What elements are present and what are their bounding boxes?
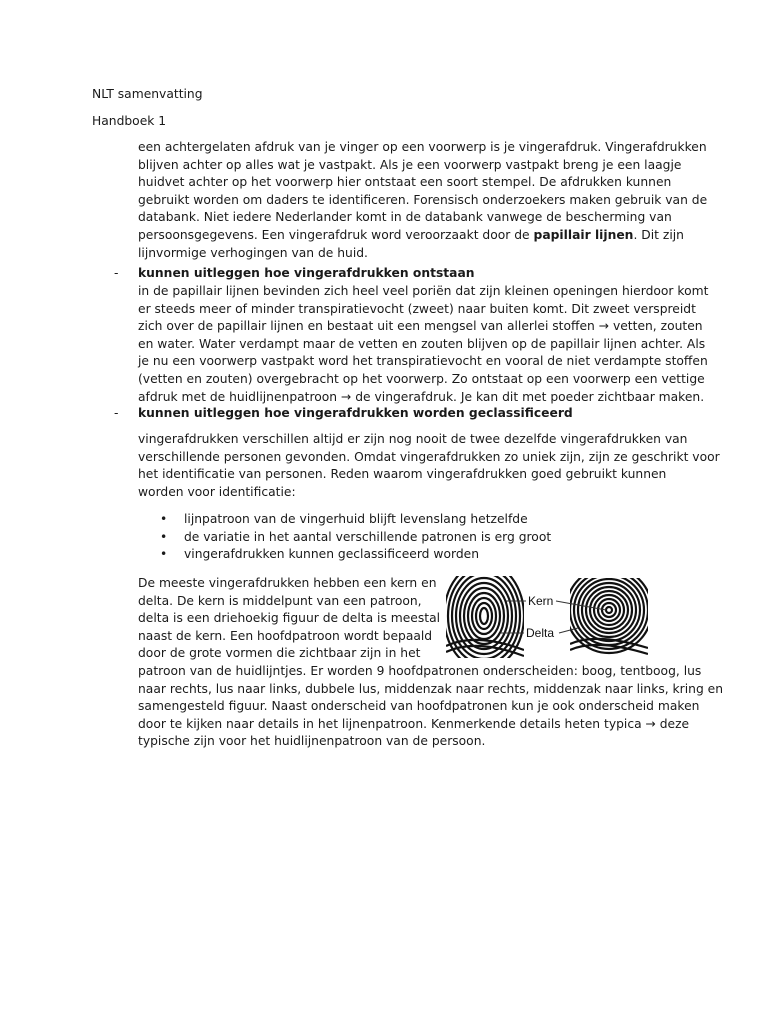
paragraph-line: samengesteld figuur. Naast onderscheid van hoofdpatronen kun je ook onderscheid maken xyxy=(138,699,700,714)
dash-marker: - xyxy=(114,406,119,420)
fingerprint-figure xyxy=(446,576,686,658)
paragraph-line: huidvet achter op het voorwerp hier ontstaat een soort stempel. De afdrukken kunnen xyxy=(138,175,672,190)
text-run: . Dit zijn xyxy=(633,228,684,242)
paragraph-line: worden voor identificatie: xyxy=(138,484,296,499)
list-item-text: vingerafdrukken kunnen geclassificeerd worden xyxy=(184,547,479,562)
paragraph-line: (vetten en zouten) overgebracht op het voorwerp. Zo ontstaat op een voorwerp een vettige xyxy=(138,372,705,386)
bullet-icon: • xyxy=(160,547,168,562)
paragraph-line: delta is een driehoekig figuur de delta is meestal xyxy=(138,611,441,626)
paragraph-line: databank. Niet iedere Nederlander komt in de databank vanwege de bescherming van xyxy=(138,210,672,225)
fingerprint-left-image xyxy=(446,576,524,658)
dash-marker: - xyxy=(114,266,119,280)
paragraph-line: je nu een voorwerp vastpakt word het transpiratievocht en vooral de niet verdampte stoffen xyxy=(138,354,708,369)
paragraph-line: gebruikt worden om daders te identificeren. Forensisch onderzoekers maken gebruik van de xyxy=(138,192,708,207)
text-run: persoonsgegevens. Een vingerafdruk word veroorzaakt door de xyxy=(138,228,534,242)
paragraph-line: lijnvormige verhogingen van de huid. xyxy=(138,245,368,260)
section-heading-ontstaan: kunnen uitleggen hoe vingerafdrukken ontstaan xyxy=(138,266,475,280)
paragraph-line: blijven achter op alles wat je vastpakt. Als je een voorwerp vastpakt breng je een laagje xyxy=(138,157,682,172)
paragraph-line: en water. Water verdampt maar de vetten en zouten blijven op de papillair lijnen achter. Als xyxy=(138,336,706,351)
delta-label: Delta xyxy=(526,626,555,640)
paragraph-line: afdruk met de huidlijnenpatroon → de vingerafdruk. Je kan dit met poeder zichtbaar maken. xyxy=(138,389,705,404)
list-item-text: de variatie in het aantal verschillende patronen is erg groot xyxy=(184,529,552,544)
page-title: NLT samenvatting xyxy=(92,87,203,101)
list-item-text: lijnpatroon van de vingerhuid blijft levenslang hetzelfde xyxy=(184,512,528,526)
reasons-list xyxy=(138,511,551,564)
paragraph-line: door te kijken naar details in het lijnenpatroon. Kenmerkende details heten typica → deze xyxy=(138,716,690,731)
paragraph-line: verschillende personen gevonden. Omdat vingerafdrukken zo uniek zijn, zijn ze geschrikt voor xyxy=(138,449,720,464)
bullet-icon: • xyxy=(160,529,168,544)
paragraph-line: naar rechts, lus naar links, dubbele lus, middenzak naar rechts, middenzak naar links, kring en xyxy=(138,681,724,696)
paragraph-line: naast de kern. Een hoofdpatroon wordt bepaald xyxy=(138,628,433,643)
paragraph-line: in de papillair lijnen bevinden zich heel veel poriën dat zijn kleinen openingen hierdoor komt xyxy=(138,284,709,298)
bullet-icon: • xyxy=(160,512,168,526)
page-subtitle: Handboek 1 xyxy=(92,114,167,128)
list-item xyxy=(138,511,551,529)
bold-term-papillair-lijnen: papillair lijnen xyxy=(533,228,634,242)
paragraph-line: door de grote vormen die zichtbaar zijn in het xyxy=(138,646,421,661)
paragraph-line: zich over de papillair lijnen en bestaat uit een mengsel van allerlei stoffen → vetten, zouten xyxy=(138,319,703,334)
paragraph-line: het identificatie van personen. Reden waarom vingerafdrukken goed gebruikt kunnen xyxy=(138,467,667,482)
list-item xyxy=(138,546,551,564)
paragraph-line: typische zijn voor het huidlijnenpatroon van de persoon. xyxy=(138,734,486,749)
paragraph-line: patroon van de huidlijntjes. Er worden 9 hoofdpatronen onderscheiden: boog, tentboog, lus xyxy=(138,664,702,678)
paragraph-line: delta. De kern is middelpunt van een patroon, xyxy=(138,593,422,608)
section-heading-classificatie: kunnen uitleggen hoe vingerafdrukken worden geclassificeerd xyxy=(138,406,573,420)
paragraph-line xyxy=(138,227,684,245)
list-item xyxy=(138,529,551,547)
paragraph-line: De meeste vingerafdrukken hebben een kern en xyxy=(138,576,437,590)
paragraph-line: een achtergelaten afdruk van je vinger op een voorwerp is je vingerafdruk. Vingerafdrukken xyxy=(138,140,707,154)
kern-label: Kern xyxy=(528,594,554,608)
paragraph-line: er steeds meer of minder transpiratievocht (zweet) naar buiten komt. Dit zweet verspreidt xyxy=(138,301,696,316)
fingerprint-right-image xyxy=(566,576,652,658)
paragraph-line: vingerafdrukken verschillen altijd er zijn nog nooit de twee dezelfde vingerafdrukken van xyxy=(138,432,688,446)
